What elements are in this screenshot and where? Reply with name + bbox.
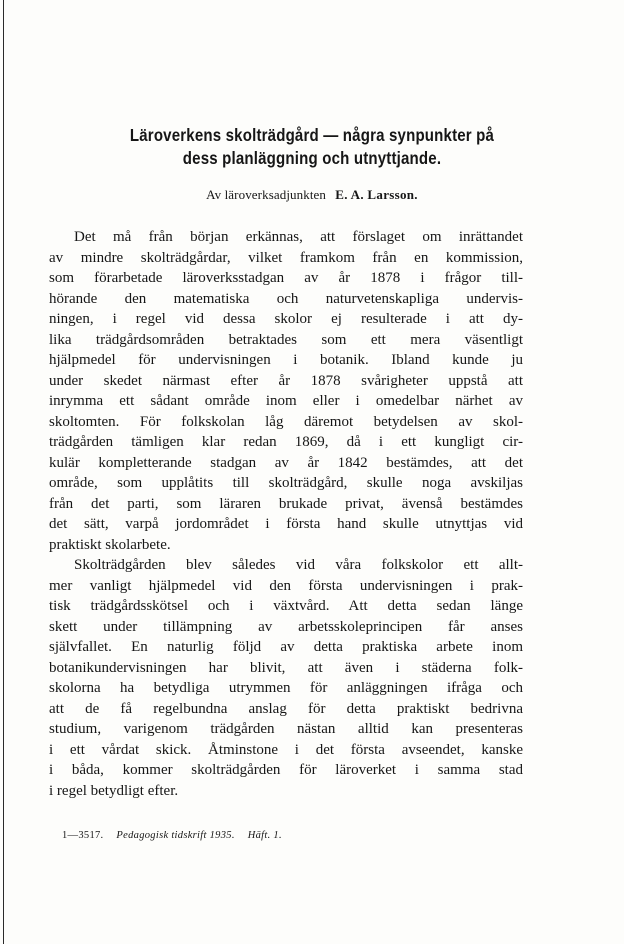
text-line: kulär kompletterande stadgan av år 1842 bestämdes, att det	[49, 454, 523, 471]
text-line: mer vanligt hjälpmedel vid den första undervisningen i prak-	[49, 577, 523, 594]
paragraph	[49, 555, 523, 801]
text-line: Det må från början erkännas, att förslaget om inrättandet	[74, 229, 523, 245]
text-line: självfallet. En naturlig följd av detta praktiska arbete inom	[49, 639, 523, 655]
text-line: från det parti, som läraren brukade privat, ävenså bestämdes	[49, 495, 523, 512]
byline-prefix: Av läroverksadjunkten	[206, 187, 327, 202]
text-line: under skedet närmast efter år 1878 svårigheter uppstå att	[49, 372, 523, 389]
text-line: praktiskt skolarbete.	[49, 536, 171, 553]
title-line-1: Läroverkens skolträdgård — några synpunkter på	[129, 125, 495, 145]
footer-issue: Häft. 1.	[247, 830, 282, 841]
text-line: Skolträdgården blev således vid våra folkskolor ett allt-	[74, 557, 523, 573]
text-line: skoltomten. För folkskolan låg däremot betydelsen av skol-	[49, 413, 523, 430]
text-line: studium, varigenom trädgården nästan alltid kan presenteras	[49, 721, 523, 737]
text-line: område, som upplåtits till skolträdgård, skulle noga avskiljas	[49, 475, 523, 491]
paragraph	[49, 227, 523, 555]
text-line: av mindre skolträdgårdar, vilket framkom från en kommission,	[49, 249, 523, 266]
footer-journal: Pedagogisk tidskrift 1935.	[116, 830, 235, 841]
text-line: skett under tillämpning av arbetsskoleprincipen får anses	[49, 618, 523, 635]
text-line: i båda, kommer skolträdgården för läroverket i samma stad	[49, 762, 523, 778]
footer-sheet-number: 1—3517.	[62, 830, 104, 841]
text-line: lika trädgårdsområden betraktades som ett mera väsentligt	[49, 331, 523, 348]
text-line: botanikundervisningen har blivit, att även i städerna folk-	[49, 659, 523, 676]
text-line: som förarbetade läroverksstadgan av år 1878 i frågor till-	[49, 270, 523, 286]
text-line: hörande den matematiska och naturvetenskapliga undervis-	[49, 290, 523, 307]
text-line: i regel betydligt efter.	[49, 782, 179, 799]
page-footer	[62, 829, 282, 843]
article-title	[61, 124, 563, 170]
text-line: hjälpmedel för undervisningen i botanik. Ibland kunde ju	[49, 352, 523, 368]
byline	[0, 187, 624, 203]
article-body	[49, 227, 523, 801]
text-line: skolorna ha betydliga utrymmen för anläggningen ifråga och	[49, 680, 523, 696]
title-line-2: dess planläggning och utnyttjande.	[182, 148, 442, 168]
text-line: i ett vårdat skick. Åtminstone i det första avseendet, kanske	[49, 741, 523, 758]
page-edge-line	[3, 0, 4, 944]
text-line: det sätt, varpå jordområdet i första hand skulle utnyttjas vid	[49, 516, 523, 532]
text-line: trädgården tämligen klar redan 1869, då i ett kungligt cir-	[49, 434, 523, 450]
text-line: inrymma ett sådant område inom eller i omedelbar närhet av	[49, 393, 523, 409]
byline-author: E. A. Larsson.	[335, 187, 418, 202]
text-line: ningen, i regel vid dessa skolor ej resulterade i att dy-	[49, 311, 523, 327]
text-line: att de få regelbundna anslag för detta praktiskt bedrivna	[49, 700, 523, 717]
text-line: tisk trädgårdsskötsel och i växtvård. Att detta sedan länge	[49, 598, 523, 614]
